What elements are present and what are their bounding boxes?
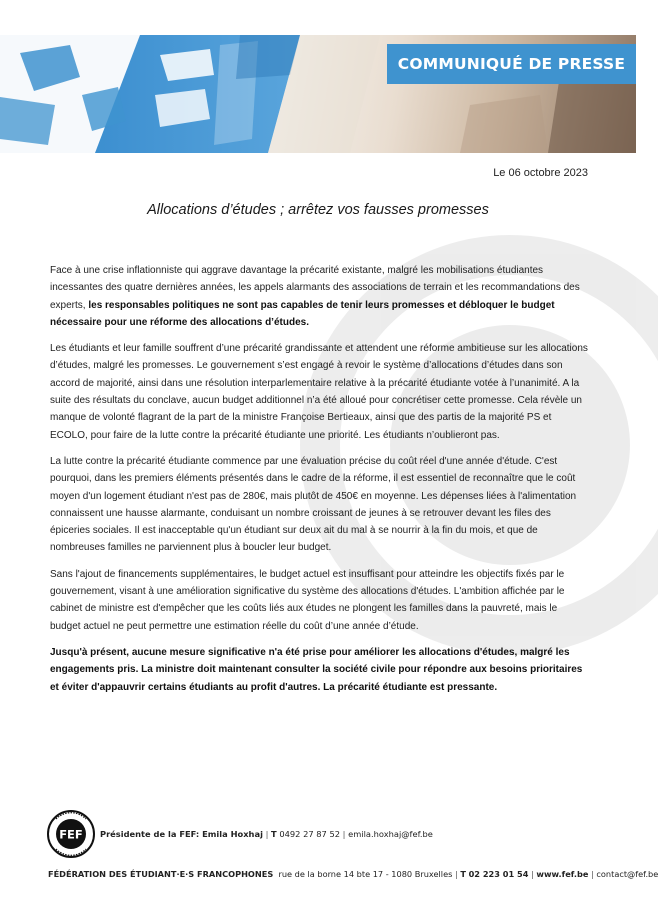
president-label: Présidente de la FEF: Emila Hoxhaj <box>100 829 263 839</box>
footer-email-link[interactable]: contact@fef.be <box>596 869 658 879</box>
paragraph-2: Les étudiants et leur famille souffrent d’une précarité grandissante et attendent une réforme ambitieuse sur les allocations d’études, malgré les promesses. Le gouvernement s’est engagé à revoir le système d’allocations d’études dans son accord de majorité, ainsi dans une résolution interparlementaire relative à la précarité étudiante votée à l’unanimité. A la suite des résultats du conclave, aucun budget additionnel n’a été alloué pour concrétiser cette promesse. Cela révèle un manque de volonté flagrant de la part de la ministre Françoise Bertieaux, ainsi que des partis de la majorité PS et ECOLO, pour faire de la lutte contre la précarité étudiante une priorité. Les étudiants n’oublieront pas. <box>50 343 588 441</box>
paragraph-3: La lutte contre la précarité étudiante commence par une évaluation précise du coût réel d'une année d'étude. C'est pourquoi, dans les premiers éléments présentés dans le cadre de la réforme, il est essentiel de reconnaître que le coût moyen d'un logement étudiant n'est pas de 280€, mais plutôt de 450€ en moyenne. Les dépenses liées à l'alimentation connaissent une hausse alarmante, conduisant un nombre croissant de jeunes à se retrouver devant les files des épiceries sociales. Il est inacceptable qu'un étudiant sur deux ait du mal à se nourrir à la fin du mois, et que de nombreuses familles ne parviennent plus à boucler leur budget. <box>50 455 577 554</box>
president-email-link[interactable]: emila.hoxhaj@fef.be <box>348 829 433 839</box>
footer-website-link[interactable]: www.fef.be <box>536 869 589 879</box>
fef-logo <box>47 810 95 858</box>
footer-org-name: FÉDÉRATION DES ÉTUDIANT·E·S FRANCOPHONES <box>48 869 274 879</box>
footer-address: rue de la borne 14 bte 17 - 1080 Bruxelles <box>278 869 453 879</box>
separator: | <box>455 869 458 879</box>
phone-prefix: T <box>271 829 277 839</box>
paragraph-5-emphasis: Jusqu'à présent, aucune mesure significative n'a été prise pour améliorer les allocations d'études, malgré les engagements pris. La ministre doit maintenant consulter la société civile pour répondre aux besoins prioritaires et éviter d'appauvrir certains étudiants au profit d'autres. La précarité étudiante est pressante. <box>50 646 583 693</box>
paragraph-1 <box>50 262 588 331</box>
contact-line <box>100 829 433 839</box>
footer <box>48 869 658 879</box>
separator: | <box>591 869 594 879</box>
president-phone: 0492 27 87 52 <box>279 829 341 839</box>
header-banner <box>0 35 636 153</box>
phone-prefix: T <box>460 869 466 879</box>
paragraph-1-emphasis: les responsables politiques ne sont pas capables de tenir leurs promesses et débloquer le budget nécessaire pour une réforme des allocations d’études. <box>50 299 555 328</box>
separator: | <box>342 829 346 839</box>
paragraph-5 <box>50 644 588 696</box>
separator: | <box>265 829 269 839</box>
footer-phone: 02 223 01 54 <box>468 869 529 879</box>
document-title: Allocations d’études ; arrêtez vos fausses promesses <box>147 202 489 218</box>
document-body <box>50 262 588 705</box>
document-date: Le 06 octobre 2023 <box>493 167 588 179</box>
press-release-tag: COMMUNIQUÉ DE PRESSE <box>387 44 636 84</box>
logo-text: FEF <box>59 827 83 842</box>
paragraph-1-text: Face à une crise inflationniste qui aggrave davantage la précarité existante, malgré les mobilisations étudiantes incessantes des quatre dernières années, les appels alarmants des associations de terrain et les recommandations des experts, <box>50 265 580 311</box>
separator: | <box>531 869 534 879</box>
paragraph-4: Sans l'ajout de financements supplémentaires, le budget actuel est insuffisant pour atteindre les objectifs fixés par le gouvernement, visant à une amélioration significative du système des allocations d'études. L'ambition affichée par le cabinet de ministre est d'empêcher que les coûts liés aux études ne plongent les familles dans la pauvreté, mais le budget actuel ne peut permettre une estimation réelle du coût d’une année d’étude. <box>50 568 565 632</box>
